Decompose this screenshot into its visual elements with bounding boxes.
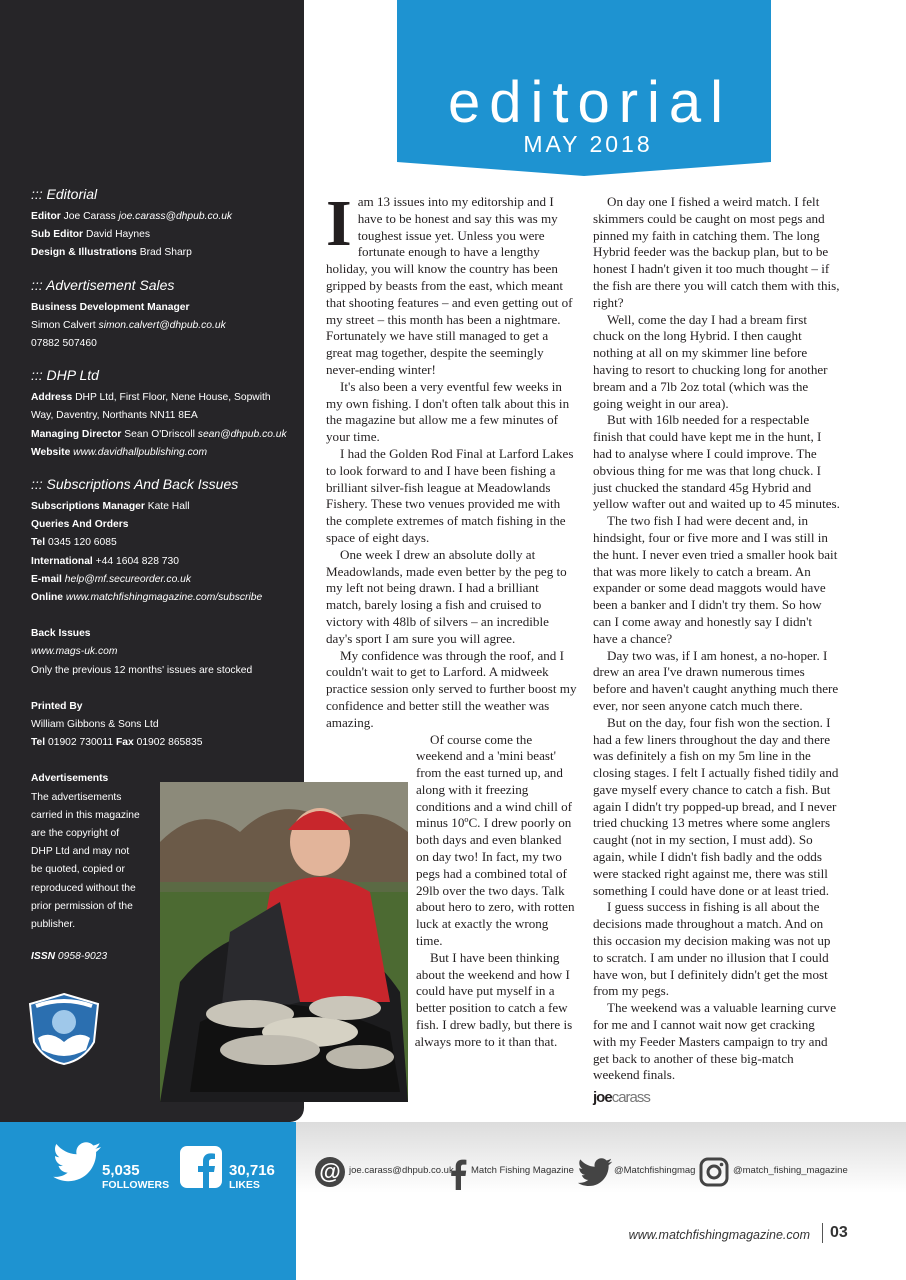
tel-value: 0345 120 6085 [48,537,117,549]
back-issues-note: Only the previous 12 months' issues are stocked [31,664,253,676]
facebook-label: LIKES [229,1179,260,1191]
protect-wildlife-badge-icon [24,992,104,1066]
article-paragraph: I guess success in fishing is all about the decisions made throughout a match. And on this occasion my decision making was not up to scratch. I am under no illusion that I could have won, but I definitely didn't get the most from my pegs. [593,899,831,999]
at-sign-icon [314,1156,346,1188]
article-paragraph: It's also been a very eventful few weeks in my own fishing. I don't often talk about this in the magazine but allow me a few minutes of your time. [326,378,570,445]
drop-cap: I [326,187,352,260]
issn-value: 0958-9023 [57,951,108,963]
twitter-label: FOLLOWERS [102,1179,170,1191]
svg-text:@: @ [319,1159,341,1184]
article-paragraph: I had the Golden Rod Final at Larford Lakes to look forward to and I have been fishing a brilliant silver-fish league at Meadowlands Fishery. These two venues provided me with the complete extremes of match fishing in the space of eight days. [326,445,574,545]
signature-last: carass [611,1089,650,1107]
back-issues-link[interactable]: www.mags-uk.com [31,646,118,658]
article-column-1 [326,187,577,1280]
instagram-contact[interactable]: @match_fishing_magazine [733,1165,848,1176]
issn-label: ISSN [31,951,56,963]
advertisements-label: Advertisements [31,773,109,785]
website-link[interactable]: www.davidhallpublishing.com [73,446,208,458]
bdm-phone: 07882 507460 [31,338,97,350]
back-issues-label: Back Issues [31,628,91,640]
md-label: Managing Director [31,428,122,440]
instagram-icon [699,1157,729,1187]
printed-label: Printed By [31,700,83,712]
subs-heading: ::: Subscriptions And Back Issues [31,476,239,493]
article-paragraph: The two fish I had were decent and, in hindsight, four or five more and I was still in the hunt. I never even tried a smaller hook bait that was more likely to catch a bream. An expander or some dead maggots would have been a banker and I didn't try them. So how can I come away and honestly say I didn't have a chance? [593,513,838,646]
design-label: Design & Illustrations [31,247,137,259]
md-name: Sean O'Driscoll [124,428,195,440]
page-number: 03 [822,1223,848,1243]
tel-label: Tel [31,537,46,549]
editor-email[interactable]: joe.carass@dhpub.co.uk [118,211,233,222]
printer-fax: 01902 865835 [136,737,203,749]
signature [593,1090,840,1107]
address-label: Address [31,392,73,404]
site-url[interactable]: www.matchfishingmagazine.com [628,1228,810,1242]
md-email[interactable]: sean@dhpub.co.uk [197,428,287,440]
subs-manager-name: Kate Hall [147,501,190,513]
help-email[interactable]: help@mf.secureorder.co.uk [64,573,192,585]
editorial-heading: ::: Editorial [31,186,98,202]
bdm-label: Business Development Manager [31,301,190,313]
address-line1: DHP Ltd, First Floor, Nene House, Sopwith [75,392,271,404]
intl-label: International [31,555,93,567]
twitter-count: 5,035 [102,1162,140,1179]
sub-editor-label: Sub Editor [31,229,84,241]
address-line2: Way, Daventry, Northants NN11 8EA [31,410,198,422]
article-paragraph: My confidence was through the roof, and I couldn't wait to get to Larford. A midweek practice session only served to further boost my confidence and better still the weather was amazing. [326,647,577,730]
subs-manager-label: Subscriptions Manager [31,501,145,513]
article-paragraph: Well, come the day I had a bream first chuck on the long Hybrid. I then caught nothing at all on my skimmer line before having to resort to chucking long for another bream and a 7lb 2oz total (which was the going weight in our area). [593,311,828,411]
article-paragraph: On day one I fished a weird match. I felt skimmers could be caught on most pegs and pinned my faith in catching them. The long Hybrid feeder was the backup plan, but to be honest I hadn't given it too much thought – if the fish are there you will catch them with this, right? [593,194,840,310]
article-paragraph: Of course come the weekend and a 'mini beast' from the east turned up, and along with it freezing conditions and a wind chill of minus 10ºC. I drew poorly on both days and even blanked on day two! In fact, my two pegs had a combined total of 29lb over the two days. Talk about hero to zero, with rotten luck at exactly the wrong time. [416,731,575,949]
intl-value: +44 1604 828 730 [95,555,179,567]
dhp-heading: ::: DHP Ltd [31,367,99,384]
editor-label: Editor [31,211,61,222]
design-name: Brad Sharp [139,247,192,259]
subscribe-link[interactable]: www.matchfishingmagazine.com/subscribe [65,592,263,604]
facebook-contact[interactable]: Match Fishing Magazine [471,1165,574,1176]
signature-first: joe [593,1089,612,1107]
ads-heading: ::: Advertisement Sales [31,276,175,293]
bdm-email[interactable]: simon.calvert@dhpub.co.uk [98,319,226,331]
article-column-2 [593,194,840,1107]
paragraph-text: am 13 issues into my editorship and I have to be honest and say this was my toughest issue yet. Unless you were fortunate enough to have a lengthy holiday, you will know the country has been gripped by beasts from the east, which meant that shooting features – and even getting out of my street – this month has been a nightmare. Fortunately we have still managed to get a great mag together, despite the seemingly never-ending winter! [326,194,573,377]
printer-tel-label: Tel [31,737,46,749]
angler-photo [160,782,408,1102]
twitter-bird-icon [52,1142,102,1184]
email-label: E-mail [31,573,62,585]
issue-date: MAY 2018 [523,131,653,157]
twitter-small-icon [577,1158,613,1188]
article-paragraph: One week I drew an absolute dolly at Meadowlands, made even better by the peg to my left not being drawn. I had a brilliant match, barely losing a fish and cruised to victory with 48lb of silvers – an incredible day's sport I am sure you will agree. [326,546,567,646]
facebook-stats [229,1163,275,1191]
page-title: editorial [447,70,733,135]
social-stats-panel [0,1122,296,1280]
printer-fax-label: Fax [115,737,134,749]
article-paragraph [326,187,577,379]
twitter-contact[interactable]: @Matchfishingmag [614,1165,696,1176]
bdm-name: Simon Calvert [31,319,96,331]
printer-tel: 01902 730011 [48,737,114,749]
facebook-count: 30,716 [229,1162,275,1179]
twitter-stats [102,1163,169,1191]
editor-name: Joe Carass [63,211,116,222]
facebook-f-icon [448,1158,468,1190]
article-paragraph: But with 16lb needed for a respectable finish that could have kept me in the hunt, I had to analyse where I could improve. The obvious thing for me was that long chuck. I just chucked the standard 45g Hybrid and yellow wafter out and waited up to 45 minutes. [593,412,840,512]
queries-label: Queries And Orders [31,519,129,531]
email-contact[interactable]: joe.carass@dhpub.co.uk [349,1165,454,1176]
facebook-icon [180,1146,222,1188]
article-paragraph: The weekend was a valuable learning curve for me and I cannot wait now get cracking with my Feeder Masters campaign to try and get back to another of these big-match weekend finals. [593,1000,837,1083]
advertisements-text: The advertisements carried in this magazine are the copyright of DHP Ltd and may not be quoted, copied or reproduced without the prior permission of the publisher. [31,791,140,931]
sub-editor-name: David Haynes [85,229,151,241]
website-label: Website [31,446,71,458]
article-paragraph: But I have been thinking about the weekend and how I could have put myself in a better position to catch a few fish. I drew badly, but there is always more to it than that. [414,949,573,1049]
online-label: Online [31,592,64,604]
printer-name: William Gibbons & Sons Ltd [31,719,159,731]
article-paragraph: Day two was, if I am honest, a no-hoper. I drew an area I've drawn numerous times before and haven't caught anything much there ever, nor seen anyone catch much there. [593,647,839,713]
article-paragraph: But on the day, four fish won the section. I had a few liners throughout the day and there was definitely a fish on my 5m line in the closing stages. I felt I actually fished tidily and gave myself every chance to catch a fish. But again I didn't try popped-up bread, and I never tried chucking 13 metres where some anglers caught (not in my section, I must add). So again, while I didn't fish badly and the odds were stacked right against me, there was still something I could have done or at least tried. [593,714,839,898]
